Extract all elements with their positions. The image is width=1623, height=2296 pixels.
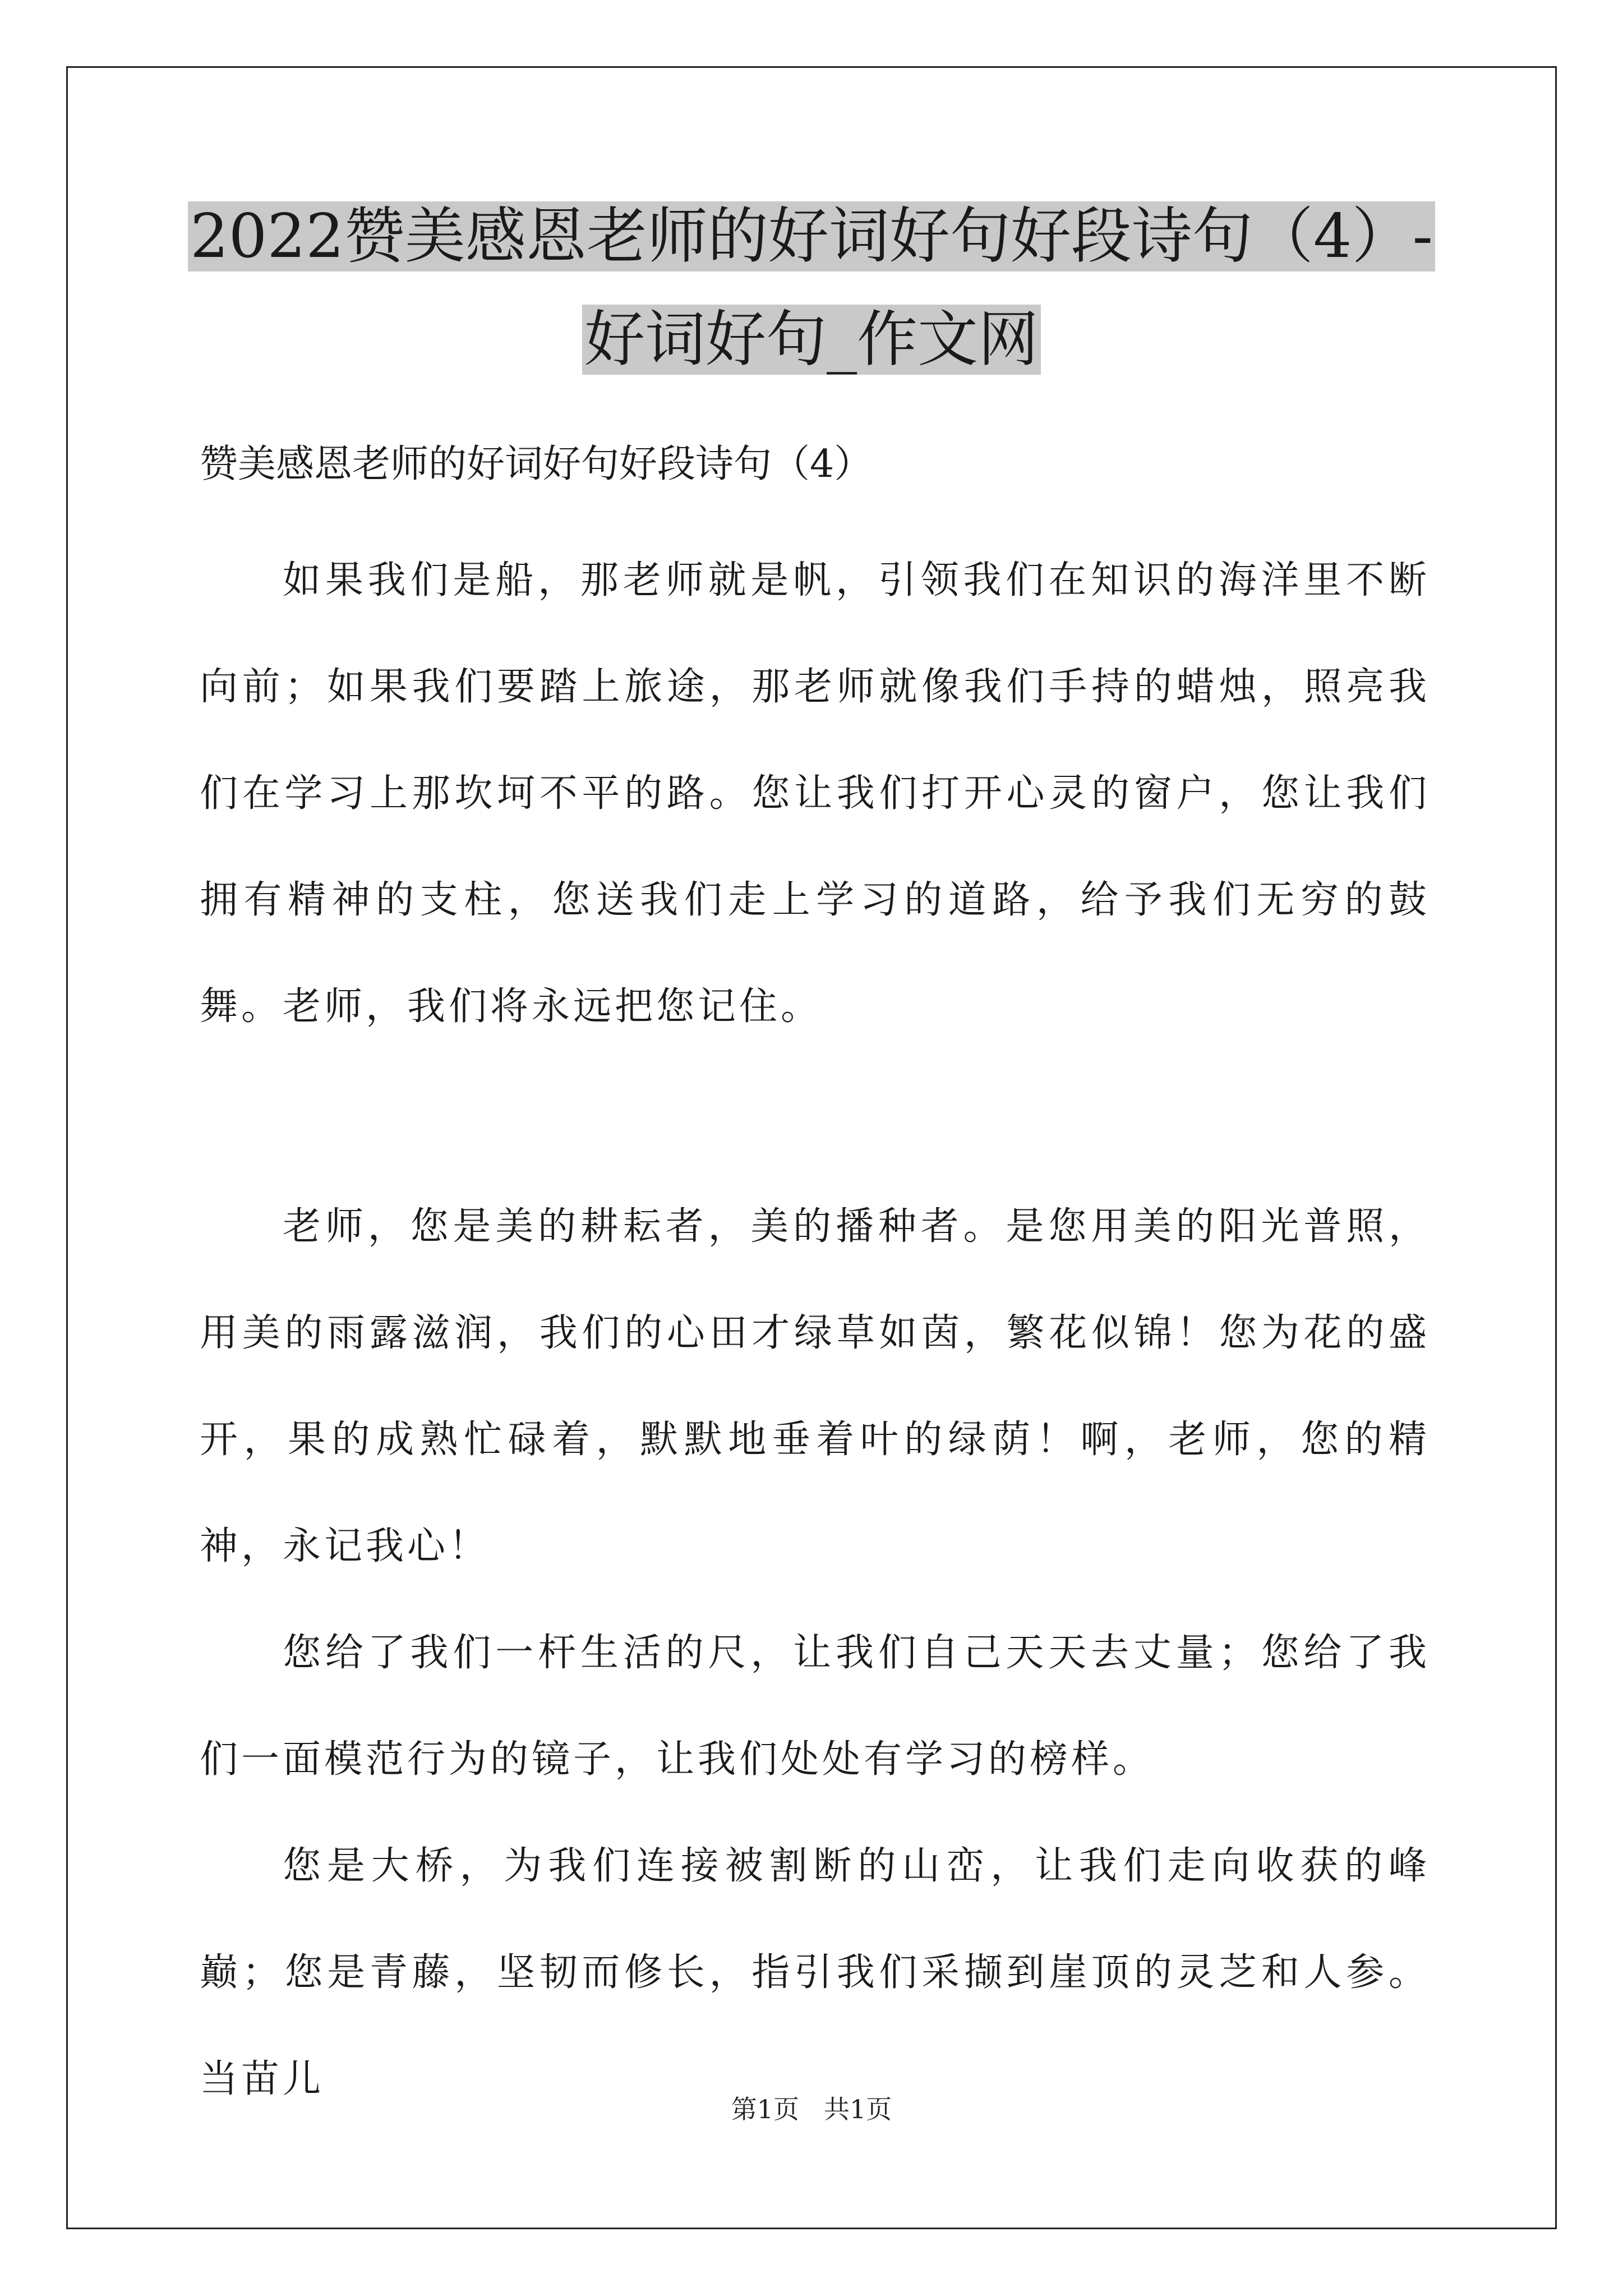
document-title [168,185,1455,392]
paragraph-2: 老师，您是美的耕耘者，美的播种者。是您用美的阳光普照，用美的雨露滋润，我们的心田才绿草如茵，繁花似锦！您为花的盛开，果的成熟忙碌着，默默地垂着叶的绿荫！啊，老师，您的精神，永记我心！ [200,1204,1430,1568]
document-subtitle: 赞美感恩老师的好词好句好段诗句（4） [200,442,873,486]
paragraph-1: 如果我们是船，那老师就是帆，引领我们在知识的海洋里不断向前；如果我们要踏上旅途，那老师就像我们手持的蜡烛，照亮我们在学习上那坎坷不平的路。您让我们打开心灵的窗户，您让我们拥有精神的支柱，您送我们走上学习的道路，给予我们无穷的鼓舞。老师，我们将永远把您记住。 [200,558,1430,1029]
title-line-2: 好词好句_作文网 [582,305,1041,375]
paragraph-3: 您给了我们一杆生活的尺，让我们自己天天去丈量；您给了我们一面模范行为的镜子，让我们处处有学习的榜样。 [200,1631,1430,1782]
title-line-1: 2022赞美感恩老师的好词好句好段诗句（4）- [188,201,1435,272]
paragraph-4: 您是大桥，为我们连接被割断的山峦，让我们走向收获的峰巅；您是青藤，坚韧而修长，指引我们采撷到崖顶的灵芝和人参。当苗儿 [200,1844,1430,2101]
page-total: 共1页 [824,2094,892,2124]
page-footer [0,2092,1623,2126]
page-number: 第1页 [731,2094,799,2124]
